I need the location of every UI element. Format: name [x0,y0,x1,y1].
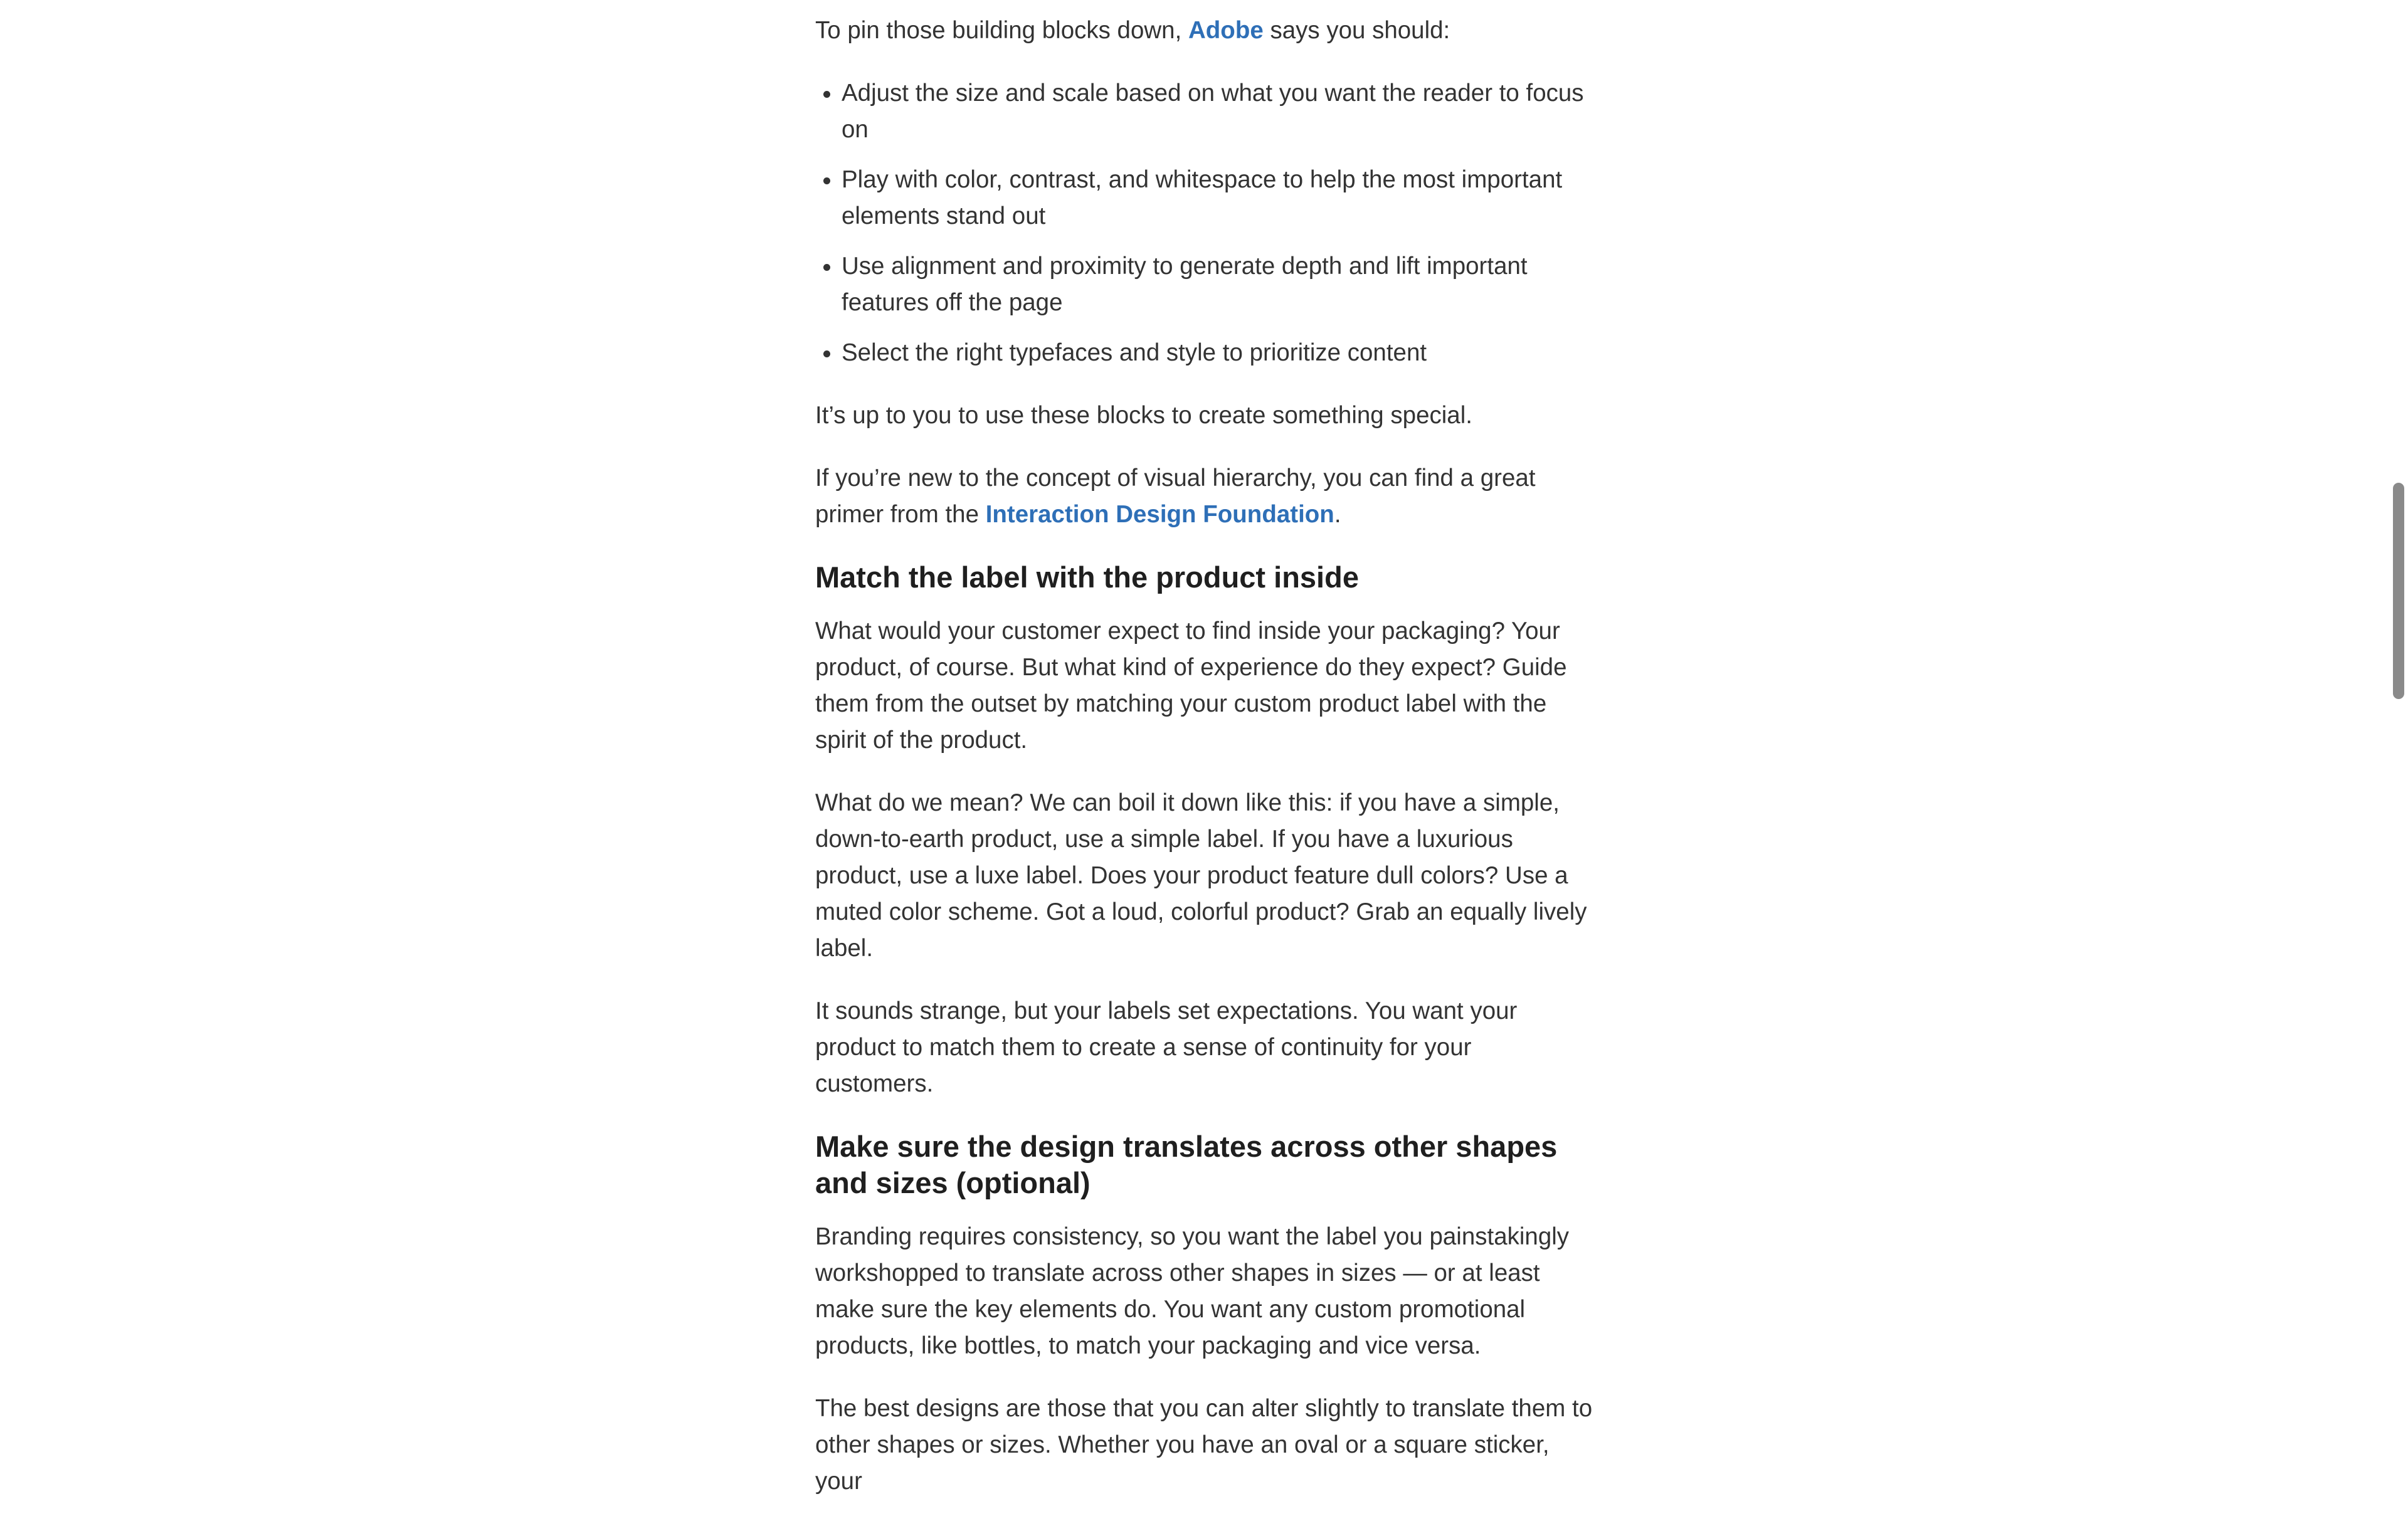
list-item: • Play with color, contrast, and whitespace to help the most important elements stand out [842,162,1596,234]
body-paragraph: What do we mean? We can boil it down like this: if you have a simple, down-to-earth product, use a simple label. If you have a luxurious product, use a luxe label. Does your product feature dull colors? Use a muted color scheme. Got a loud, colorful product? Grab an equally lively label. [815,789,1587,962]
page-scrollbar[interactable] [2390,0,2408,1354]
scrollbar-thumb[interactable] [2393,483,2404,699]
intro-text-before: To pin those building blocks down, [815,17,1188,44]
list-item: • Select the right typefaces and style to prioritize content [842,335,1596,371]
list-item: • Adjust the size and scale based on what you want the reader to focus on [842,75,1596,148]
interaction-design-foundation-link[interactable]: Interaction Design Foundation [985,501,1334,528]
section-heading-match-label: Match the label with the product inside [815,560,1359,594]
body-paragraph: It sounds strange, but your labels set expectations. You want your product to match them to create a sense of continuity for your customers. [815,997,1518,1097]
section-heading-shapes-sizes: Make sure the design translates across other shapes and sizes (optional) [815,1130,1558,1199]
primer-paragraph [815,460,1596,533]
intro-paragraph [815,13,1596,49]
article-body [815,13,1596,1526]
list-item: • Use alignment and proximity to generate depth and lift important features off the page [842,248,1596,321]
adobe-link[interactable]: Adobe [1188,17,1264,44]
body-paragraph: Branding requires consistency, so you want the label you painstakingly workshopped to translate across other shapes in sizes — or at least make sure the key elements do. You want any custom promotional products, like bottles, to match your packaging and vice versa. [815,1223,1570,1359]
intro-text-after: says you should: [1263,17,1450,44]
up-to-you-paragraph: It’s up to you to use these blocks to create something special. [815,402,1472,429]
primer-text-before: If you’re new to the concept of visual hierarchy, you can find a great primer from the [815,465,1536,528]
primer-text-after: . [1334,501,1341,528]
body-paragraph: The best designs are those that you can alter slightly to translate them to other shapes or sizes. Whether you have an oval or a square sticker, your [815,1395,1593,1495]
tips-list [815,75,1596,371]
body-paragraph: What would your customer expect to find inside your packaging? Your product, of course. But what kind of experience do they expect? Guide them from the outset by matching your custom product label with the spirit of the product. [815,618,1567,754]
